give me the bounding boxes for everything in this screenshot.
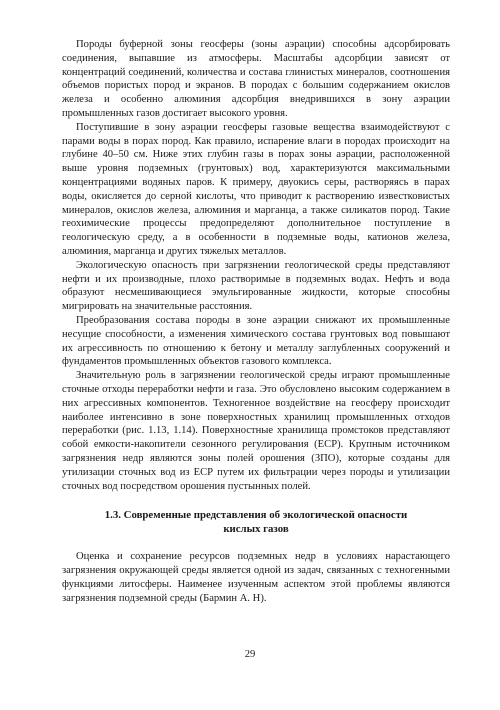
page-number: 29 <box>244 649 256 660</box>
paragraph-2: Поступившие в зону аэрации геосферы газовые вещества взаимодействуют с парами воды в порах пород. Как правило, испарение влаги в породах происходит на глубине 40–50 см. Ниже этих глубин газы в порах зоны аэрации, расположенной выше уровня подземных (грунтовых) вод, характеризуются максимальными концентрациями водяных паров. К примеру, двуокись серы, растворяясь в парах воды, окисляется до серной кислоты, что приводит к растворению известковистых минералов, окислов железа, алюминия и марганца, а также силикатов пород. Такие геохимические процессы предопределяют дополнительное поступление в геологическую среду, а в особенности в подземные воды, катионов железа, алюминия, марганца и других тяжелых металлов. <box>62 121 450 257</box>
paragraph-6: Оценка и сохранение ресурсов подземных недр в условиях нарастающего загрязнения окружающей среды является одной из задач, связанных с техногенными функциями литосферы. Наименее изученным аспектом этой проблемы являются загрязнения подземной среды (Бармин А. Н). <box>62 551 450 604</box>
paragraph-3: Экологическую опасность при загрязнении геологической среды представляют нефти и их производные, плохо растворимые в подземных водах. Нефть и вода образуют несмешивающиеся эмульгированные жидкости, которые способны мигрировать на значительные расстояния. <box>62 259 450 313</box>
section-heading: 1.3. Современные представления об экологической опасности кислых газов <box>104 509 408 536</box>
paragraph-4: Преобразования состава породы в зоне аэрации снижают их промышленные несущие способности, а изменения химического состава грунтовых вод повышают их агрессивность по отношению к бетону и металлу заглубленных сооружений и фундаментов промышленных объектов газового комплекса. <box>62 314 450 368</box>
paragraph-1: Породы буферной зоны геосферы (зоны аэрации) способны адсорбировать соединения, выпавшие из атмосферы. Масштабы адсорбции зависят от концентраций соединений, количества и состава глинистых минералов, соотношения объемов пористых пород и экранов. В породах с большим содержанием окислов железа и особенно алюминия адсорбция внедрившихся в зону аэрации промышленных газов достигает высокого уровня. <box>62 39 450 119</box>
section-spacer <box>62 536 450 550</box>
paragraph-5: Значительную роль в загрязнении геологической среды играют промышленные сточные отходы переработки нефти и газа. Это обусловлено высоким содержанием в них агрессивных компонентов. Техногенное воздействие на геосферу происходит наиболее интенсивно в зоне поверхностных хранилищ промышленных отходов переработки (рис. 1.13, 1.14). Поверхностные хранилища промстоков представляют собой емкости-накопители сезонного регулирования (ЕСР). Крупным источником загрязнения недр являются зоны полей орошения (ЗПО), которые созданы для утилизации сточных вод из ЕСР путем их фильтрации через породы и утилизации сточных вод посредством орошения пустынных полей. <box>62 370 450 492</box>
